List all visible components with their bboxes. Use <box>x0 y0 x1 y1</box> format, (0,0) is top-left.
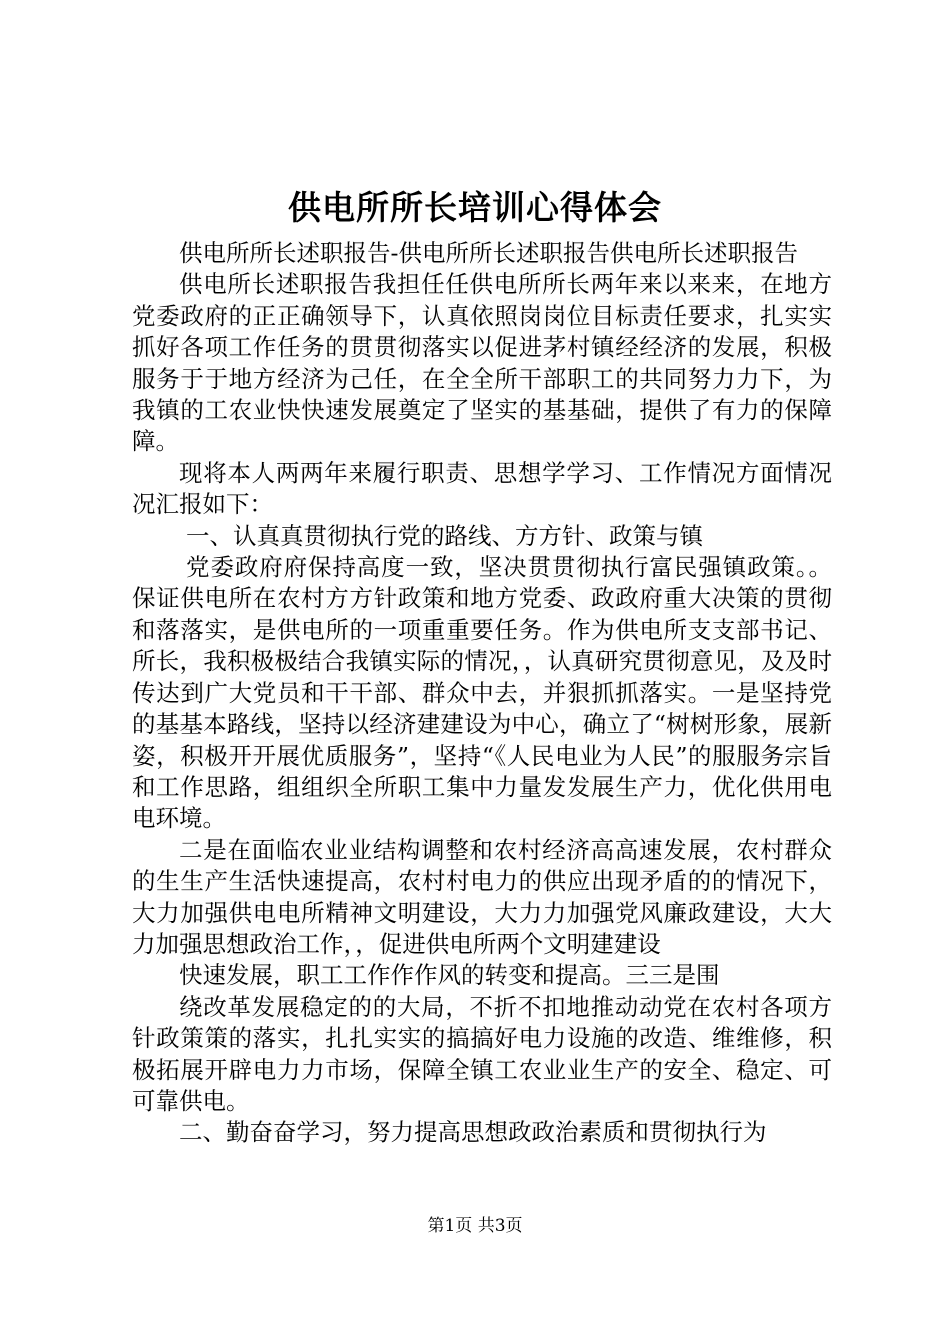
paragraph: 快速发展，职工工作作作风的转变和提高。三三是围 <box>179 961 720 990</box>
paragraph: 一、认真真贯彻执行党的路线、方方针、政策与镇 <box>186 521 704 550</box>
paragraph: 供电所长述职报告我担任任供电所所长两年来以来来，在地方党委政府的正正确领导下，认真依照岗岗位目标责任要求，扎实实抓好各项工作任务的贯贯彻落实以促进茅村镇经经济的发展，积极服务于于地方经济为己任，在全全所干部职工的共同努力力下，为我镇的工农业快快速发展奠定了坚实的基基础，提供了有力的保障障。 <box>132 270 832 456</box>
document-title: 供电所所长培训心得体会 <box>288 188 662 227</box>
paragraph: 二、勤奋奋学习，努力提高思想政政治素质和贯彻执行为 <box>179 1118 767 1147</box>
paragraph: 党委政府府保持高度一致，坚决贯贯彻执行富民强镇政策。。保证供电所在农村方方针政策和地方党委、政政府重大决策的贯彻和落落实，是供电所的一项重重要任务。作为供电所支支部书记、所长，我积极极结合我镇实际的情况，，认真研究贯彻意见，及及时传达到广大党员和干干部、群众中去，并狠抓抓落实。一是坚持党的基基本路线，坚持以经济建建设为中心，确立了“树树形象，展新姿，积极开开展优质服务”，坚持“《人民电业为人民”的服服务宗旨和工作思路，组组织全所职工集中力量发发展生产力，优化供用电电环境。 <box>132 553 832 833</box>
document-body <box>132 238 832 1149</box>
paragraph: 二是在面临农业业结构调整和农村经济高高速发展，农村群众的生生产生活快速提高，农村村电力的供应出现矛盾的的情况下，大力加强供电电所精神文明建设，大力力加强党风廉政建设，大大力加强思想政治工作，，促进供电所两个文明建建设 <box>132 835 832 958</box>
paragraph: 绕改革发展稳定的的大局，不折不扣地推动动党在农村各项方针政策策的落实，扎扎实实的搞搞好电力设施的改造、维维修，积极拓展开辟电力力市场，保障全镇工农业业生产的安全、稳定、可可靠供电。 <box>132 992 832 1115</box>
paragraph: 供电所所长述职报告-供电所所长述职报告供电所长述职报告 <box>179 239 798 267</box>
page-number: 第1页 共3页 <box>427 1216 523 1236</box>
paragraph: 现将本人两两年来履行职责、思想学学习、工作情况方面情况况汇报如下： <box>132 458 832 519</box>
